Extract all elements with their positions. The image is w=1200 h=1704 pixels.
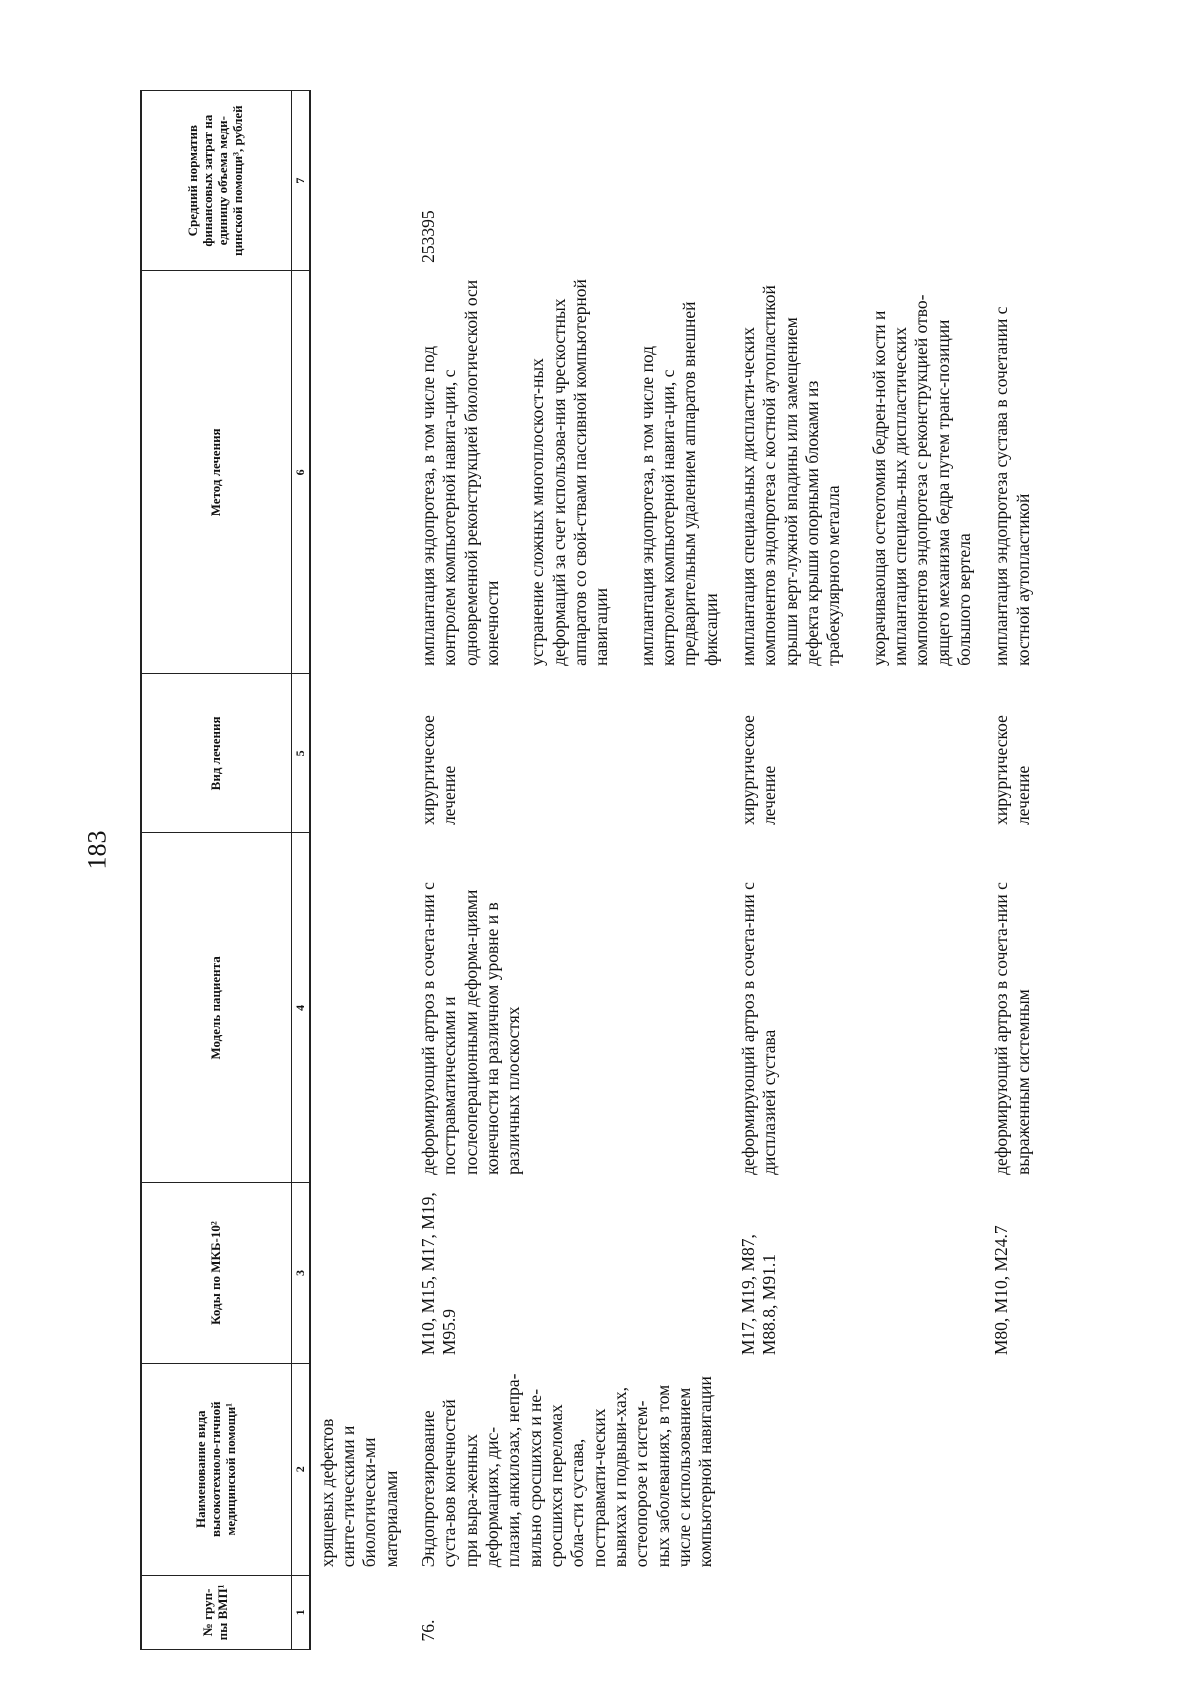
treatment-method: укорачивающая остеотомия бедрен-ной кости и имплантация специаль-ных диспластических компонентов эндопротеза с реконструкцией отво-дящего механизма бедра путем транс-позиции большого вертела	[868, 294, 975, 666]
treatment-method-cell	[732, 271, 985, 674]
header-care-type-name: Наименование вида высокотехноло-гичной медицинской помощи¹	[141, 1363, 291, 1575]
care-type-name: Эндопротезирование суста-вов конечностей при выра-женных деформациях, дис-плазии, анкилозах, непра-вильно сросшихся и не-сросшихся переломах обла-сти сустава, посттравмати-ческих вывихах и подвыви-хах, остеопорозе и систем-ных заболеваниях, в том числе с использованием компьютерной навигации	[417, 1373, 716, 1568]
treatment-type: хирургическое лечение	[417, 715, 460, 825]
rotated-sheet	[140, 90, 1140, 1650]
icd-codes: M80, M10, M24.7	[991, 1225, 1012, 1356]
icd-codes: M17, M19, M87, M88.8, M91.1	[738, 1234, 780, 1356]
treatment-method: имплантация эндопротеза, в том числе под контролем компьютерной навига-ции, с предварительным удалением аппаратов внешней фиксации	[636, 301, 721, 666]
column-number: 7	[291, 91, 310, 271]
table-row	[412, 91, 732, 1650]
treatment-method-cell	[985, 271, 1044, 674]
table-row-continuation	[310, 91, 412, 1650]
treatment-method: имплантация специальных диспласти-ческих компонентов эндопротеза с костной аутопластикой крыши верт-лужной впадины или замещением дефекта крыши опорными блоками из трабекулярного металла	[738, 285, 844, 666]
patient-model: деформирующий артроз в сочета-нии с дисплазией сустава	[738, 882, 780, 1175]
patient-model: деформирующий артроз в сочета-нии с посттравматическими и послеоперационными деформа-циями конечности на различном уровне и в различных плоскостях	[417, 882, 524, 1175]
column-number: 3	[291, 1183, 310, 1363]
header-average-cost: Средний норматив финансовых затрат на единицу объема меди-цинской помощи³, рублей	[141, 91, 291, 271]
header-treatment-type: Вид лечения	[141, 674, 291, 833]
header-treatment-method: Метод лечения	[141, 271, 291, 674]
column-number: 6	[291, 271, 310, 674]
care-type-name: хрящевых дефектов синте-тическими и биологически-ми материалами	[316, 1418, 401, 1568]
icd-codes: M10, M15, M17, M19, M95.9	[417, 1192, 460, 1356]
treatment-method-cell	[412, 271, 732, 674]
column-number: 4	[291, 833, 310, 1183]
average-cost: 253395	[417, 210, 438, 263]
treatment-type: хирургическое лечение	[991, 715, 1033, 825]
header-icd-codes: Коды по МКБ-10²	[141, 1183, 291, 1363]
treatment-method: устранение сложных многоплоскост-ных деформаций за счет использова-ния чрескостных аппаратов со свой-ствами пассивной компьютерной навигации	[527, 279, 612, 666]
header-row	[141, 91, 291, 1650]
column-number: 5	[291, 674, 310, 833]
column-number: 2	[291, 1363, 310, 1575]
treatment-method: имплантация эндопротеза, в том числе под контролем компьютерной навига-ции, с одновременной реконструкцией биологической оси конечности	[417, 279, 502, 666]
header-patient-model: Модель пациента	[141, 833, 291, 1183]
page-number: 183	[82, 830, 112, 870]
group-number: 76.	[417, 1619, 438, 1642]
header-group-number: № груп-пы ВМП¹	[141, 1575, 291, 1649]
treatment-type: хирургическое лечение	[738, 715, 780, 825]
medical-care-table	[140, 90, 1044, 1650]
column-number: 1	[291, 1575, 310, 1649]
column-number-row	[291, 91, 310, 1650]
treatment-method: имплантация эндопротеза сустава в сочетании с костной аутопластикой	[991, 306, 1033, 666]
patient-model: деформирующий артроз в сочета-нии с выраженным системным	[991, 882, 1033, 1175]
